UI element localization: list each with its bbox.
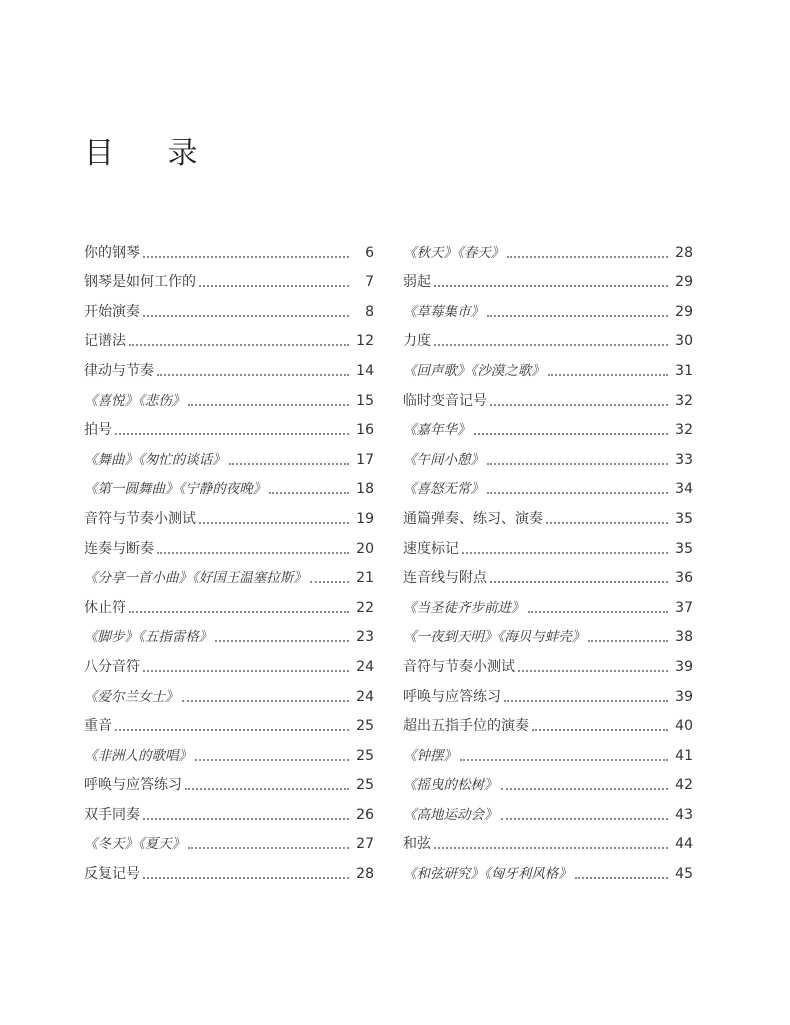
toc-entry-page: 19: [356, 510, 374, 527]
toc-entry[interactable]: [403, 853, 693, 883]
toc-entry[interactable]: [403, 528, 693, 558]
toc-entry[interactable]: [84, 617, 374, 647]
toc-entry-title: 重音: [84, 718, 112, 735]
toc-entry-title: 呼唤与应答练习: [403, 688, 501, 705]
toc-entry-title: 连奏与断奏: [84, 540, 154, 557]
toc-entry-title: 你的钢琴: [84, 244, 140, 261]
toc-entry-page: 29: [675, 274, 693, 291]
toc-leader-dots: [115, 729, 349, 731]
toc-leader-dots: [575, 877, 668, 879]
toc-entry-page: 45: [675, 866, 693, 883]
toc-entry-page: 25: [356, 718, 374, 735]
toc-entry[interactable]: [84, 853, 374, 883]
toc-entry-title: 和弦: [403, 836, 431, 853]
toc-entry-page: 41: [675, 747, 693, 764]
toc-leader-dots: [215, 640, 349, 642]
toc-entry-page: 37: [675, 599, 693, 616]
toc-entry[interactable]: [84, 528, 374, 558]
toc-entry[interactable]: [403, 439, 693, 469]
toc-entry[interactable]: [403, 232, 693, 262]
toc-entry-page: 21: [356, 570, 374, 587]
toc-leader-dots: [143, 818, 349, 820]
toc-entry-title: 八分音符: [84, 658, 140, 675]
toc-entry-title: 《分享一首小曲》《好国王温塞拉斯》: [84, 570, 307, 587]
toc-leader-dots: [434, 344, 668, 346]
toc-entry[interactable]: [84, 232, 374, 262]
toc-entry[interactable]: [84, 765, 374, 795]
toc-entry-title: 《摇曳的松树》: [403, 777, 498, 794]
toc-entry-title: 《钟摆》: [403, 747, 457, 764]
toc-entry-page: 31: [675, 362, 693, 379]
toc-entry[interactable]: [403, 498, 693, 528]
toc-leader-dots: [462, 552, 668, 554]
toc-column-left: [84, 232, 374, 883]
toc-leader-dots: [199, 285, 349, 287]
toc-entry-page: 34: [675, 481, 693, 498]
toc-entry-page: 17: [356, 451, 374, 468]
toc-leader-dots: [129, 611, 349, 613]
toc-entry-title: 音符与节奏小测试: [84, 510, 196, 527]
toc-entry[interactable]: [84, 735, 374, 765]
toc-entry-title: 《回声歌》《沙漠之歌》: [403, 362, 545, 379]
toc-entry-title: 开始演奏: [84, 303, 140, 320]
toc-entry-page: 39: [675, 688, 693, 705]
toc-entry[interactable]: [84, 410, 374, 440]
toc-leader-dots: [501, 818, 669, 820]
toc-entry-title: 双手同奏: [84, 806, 140, 823]
toc-entry[interactable]: [403, 824, 693, 854]
toc-entry[interactable]: [403, 676, 693, 706]
toc-entry-page: 43: [675, 806, 693, 823]
toc-entry-page: 28: [675, 244, 693, 261]
toc-entry[interactable]: [403, 646, 693, 676]
toc-entry-page: 25: [356, 747, 374, 764]
toc-leader-dots: [504, 700, 668, 702]
toc-leader-dots: [188, 404, 349, 406]
toc-leader-dots: [310, 581, 349, 583]
toc-leader-dots: [434, 285, 668, 287]
toc-entry[interactable]: [84, 498, 374, 528]
toc-entry-title: 力度: [403, 333, 431, 350]
toc-leader-dots: [474, 433, 669, 435]
toc-entry[interactable]: [403, 735, 693, 765]
toc-entry-title: 反复记号: [84, 866, 140, 883]
toc-entry[interactable]: [403, 617, 693, 647]
toc-entry-title: 休止符: [84, 599, 126, 616]
toc-entry[interactable]: [403, 291, 693, 321]
toc-entry-page: 30: [675, 333, 693, 350]
toc-leader-dots: [143, 256, 349, 258]
toc-entry[interactable]: [403, 765, 693, 795]
toc-entry[interactable]: [84, 291, 374, 321]
toc-entry-title: 《爱尔兰女士》: [84, 688, 179, 705]
toc-entry-title: 《秋天》《春天》: [403, 244, 505, 261]
toc-leader-dots: [434, 847, 668, 849]
toc-leader-dots: [588, 640, 668, 642]
toc-entry-title: 《当圣徒齐步前进》: [403, 599, 525, 616]
toc-entry-page: 20: [356, 540, 374, 557]
toc-leader-dots: [195, 759, 349, 761]
toc-entry[interactable]: [403, 587, 693, 617]
toc-entry-title: 《草莓集市》: [403, 303, 484, 320]
toc-entry[interactable]: [403, 321, 693, 351]
toc-entry-page: 38: [675, 629, 693, 646]
toc-entry-title: 超出五指手位的演奏: [403, 718, 529, 735]
toc-entry[interactable]: [84, 706, 374, 736]
toc-entry-title: 《高地运动会》: [403, 806, 498, 823]
toc-entry[interactable]: [403, 380, 693, 410]
toc-entry[interactable]: [84, 558, 374, 588]
toc-entry[interactable]: [403, 410, 693, 440]
toc-entry-page: 27: [356, 836, 374, 853]
toc-leader-dots: [487, 315, 668, 317]
toc-leader-dots: [115, 433, 349, 435]
toc-leader-dots: [188, 847, 349, 849]
toc-entry[interactable]: [84, 646, 374, 676]
toc-entry-page: 24: [356, 688, 374, 705]
toc-leader-dots: [487, 492, 668, 494]
toc-entry[interactable]: [84, 321, 374, 351]
toc-entry[interactable]: [403, 794, 693, 824]
toc-entry-title: 连音线与附点: [403, 570, 487, 587]
toc-entry-title: 《脚步》《五指雷格》: [84, 629, 213, 646]
toc-leader-dots: [490, 581, 668, 583]
toc-entry-page: 39: [675, 658, 693, 675]
toc-entry-page: 23: [356, 629, 374, 646]
toc-entry-page: 32: [675, 392, 693, 409]
toc-leader-dots: [199, 522, 349, 524]
toc-entry-page: 28: [356, 866, 374, 883]
toc-entry-title: 《喜悦》《悲伤》: [84, 392, 186, 409]
toc-entry-page: 32: [675, 422, 693, 439]
toc-entry-page: 40: [675, 718, 693, 735]
toc-entry[interactable]: [84, 350, 374, 380]
toc-leader-dots: [532, 729, 668, 731]
toc-entry-page: 16: [356, 422, 374, 439]
toc-entry[interactable]: [84, 824, 374, 854]
toc-leader-dots: [157, 552, 349, 554]
toc-leader-dots: [460, 759, 668, 761]
toc-leader-dots: [229, 463, 349, 465]
toc-leader-dots: [518, 670, 668, 672]
toc-leader-dots: [501, 788, 669, 790]
toc-leader-dots: [143, 670, 349, 672]
toc-entry-page: 14: [356, 362, 374, 379]
toc-entry-title: 速度标记: [403, 540, 459, 557]
toc-entry[interactable]: [84, 469, 374, 499]
toc-column-right: [403, 232, 693, 883]
toc-entry-title: 临时变音记号: [403, 392, 487, 409]
page-title: 目 录: [84, 136, 220, 171]
toc-entry[interactable]: [84, 380, 374, 410]
toc-leader-dots: [143, 315, 349, 317]
toc-entry-title: 《一夜到天明》《海贝与蚌壳》: [403, 629, 586, 646]
toc-entry-page: 26: [356, 806, 374, 823]
toc-leader-dots: [487, 463, 668, 465]
toc-entry-title: 音符与节奏小测试: [403, 658, 515, 675]
toc-entry-page: 18: [356, 481, 374, 498]
toc-entry[interactable]: [84, 439, 374, 469]
toc-entry-title: 《舞曲》《匆忙的谈话》: [84, 451, 226, 468]
toc-entry-title: 《喜怒无常》: [403, 481, 484, 498]
toc-leader-dots: [185, 788, 349, 790]
toc-entry[interactable]: [84, 262, 374, 292]
toc-leader-dots: [507, 256, 668, 258]
toc-entry-title: 呼唤与应答练习: [84, 777, 182, 794]
toc-entry-page: 44: [675, 836, 693, 853]
toc-entry[interactable]: [403, 706, 693, 736]
toc-entry-title: 钢琴是如何工作的: [84, 274, 196, 291]
toc-leader-dots: [182, 700, 350, 702]
toc-entry-page: 24: [356, 658, 374, 675]
toc-entry-page: 35: [675, 540, 693, 557]
toc-leader-dots: [143, 877, 349, 879]
toc-leader-dots: [490, 404, 668, 406]
toc-entry-page: 15: [356, 392, 374, 409]
toc-entry[interactable]: [84, 676, 374, 706]
toc-entry-page: 6: [365, 244, 374, 261]
toc-entry-title: 通篇弹奏、练习、演奏: [403, 510, 543, 527]
toc-entry-title: 《嘉年华》: [403, 422, 471, 439]
toc-entry-page: 12: [356, 333, 374, 350]
toc-entry-page: 7: [365, 274, 374, 291]
toc-entry-page: 8: [365, 303, 374, 320]
toc-entry-page: 29: [675, 303, 693, 320]
toc-entry-title: 《和弦研究》《匈牙利风格》: [403, 866, 572, 883]
toc-entry-title: 《午间小憩》: [403, 451, 484, 468]
toc-entry-page: 42: [675, 777, 693, 794]
toc-entry[interactable]: [403, 350, 693, 380]
toc-entry[interactable]: [403, 469, 693, 499]
toc-entry-page: 22: [356, 599, 374, 616]
toc-entry-page: 35: [675, 510, 693, 527]
toc-leader-dots: [548, 374, 668, 376]
toc-entry-title: 记谱法: [84, 333, 126, 350]
toc-entry-title: 拍号: [84, 422, 112, 439]
toc-entry[interactable]: [84, 587, 374, 617]
toc-entry-title: 弱起: [403, 274, 431, 291]
toc-entry-title: 《冬天》《夏天》: [84, 836, 186, 853]
toc-entry[interactable]: [403, 262, 693, 292]
toc-entry[interactable]: [84, 794, 374, 824]
toc-entry-title: 《非洲人的歌唱》: [84, 747, 192, 764]
toc-entry-title: 律动与节奏: [84, 362, 154, 379]
toc-leader-dots: [269, 492, 349, 494]
toc-leader-dots: [157, 374, 349, 376]
toc-leader-dots: [546, 522, 668, 524]
toc-entry-page: 25: [356, 777, 374, 794]
toc-entry-page: 36: [675, 570, 693, 587]
toc-leader-dots: [528, 611, 669, 613]
toc-leader-dots: [129, 344, 349, 346]
toc-entry[interactable]: [403, 558, 693, 588]
toc-entry-title: 《第一圆舞曲》《宁静的夜晚》: [84, 481, 267, 498]
toc-entry-page: 33: [675, 451, 693, 468]
